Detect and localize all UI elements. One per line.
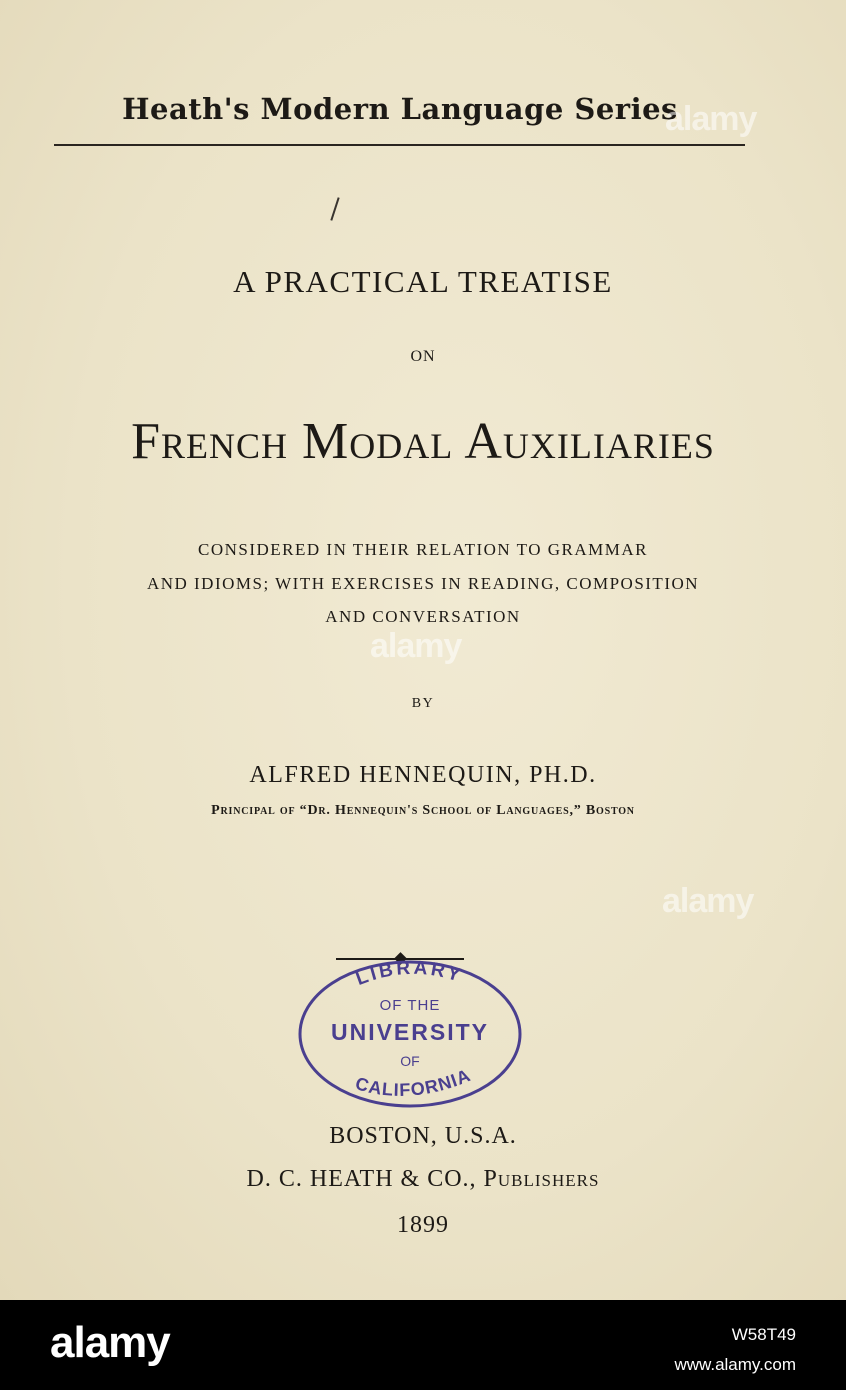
author-name: ALFRED HENNEQUIN, PH.D. bbox=[249, 762, 597, 788]
series-rule bbox=[54, 144, 745, 146]
footer-logo[interactable]: alamy bbox=[50, 1318, 170, 1367]
stamp-line-3: UNIVERSITY bbox=[330, 1019, 490, 1045]
subtitle-line: CONSIDERED IN THEIR RELATION TO GRAMMAR bbox=[198, 540, 648, 559]
stamp-line-top: LIBRARY bbox=[353, 957, 466, 990]
library-stamp bbox=[296, 956, 524, 1112]
main-title: French Modal Auxiliaries bbox=[131, 413, 715, 470]
publisher-name: D. C. HEATH & CO., bbox=[246, 1166, 477, 1192]
author-position: Principal of “Dr. Hennequin's School of Languages,” Boston bbox=[211, 803, 635, 818]
watermark: alamy bbox=[370, 627, 462, 665]
watermark: alamy bbox=[662, 882, 754, 920]
imprint-year: 1899 bbox=[397, 1212, 449, 1238]
footer-info bbox=[674, 1320, 796, 1380]
publisher-role: Publishers bbox=[483, 1166, 600, 1192]
stray-mark bbox=[330, 197, 339, 220]
subtitle-line: AND IDIOMS; WITH EXERCISES IN READING, COMPOSITION bbox=[146, 574, 700, 593]
treatise-line: A PRACTICAL TREATISE bbox=[233, 264, 613, 299]
watermark: alamy bbox=[665, 100, 757, 138]
stamp-line-4: OF bbox=[400, 1053, 420, 1069]
on-line: ON bbox=[410, 348, 436, 365]
series-heading: Heath's Modern Language Series bbox=[122, 92, 678, 126]
site-link[interactable]: www.alamy.com bbox=[674, 1355, 796, 1374]
image-id: W58T49 bbox=[731, 1325, 796, 1344]
by-line: BY bbox=[411, 696, 435, 711]
imprint-publisher bbox=[0, 1166, 846, 1193]
footer-bar bbox=[0, 1300, 846, 1390]
stamp-line-2: OF THE bbox=[379, 997, 441, 1014]
subtitle-line: AND CONVERSATION bbox=[325, 607, 521, 626]
imprint-place: BOSTON, U.S.A. bbox=[329, 1123, 517, 1149]
stamp-line-bottom: CALIFORNIA bbox=[353, 1064, 474, 1100]
